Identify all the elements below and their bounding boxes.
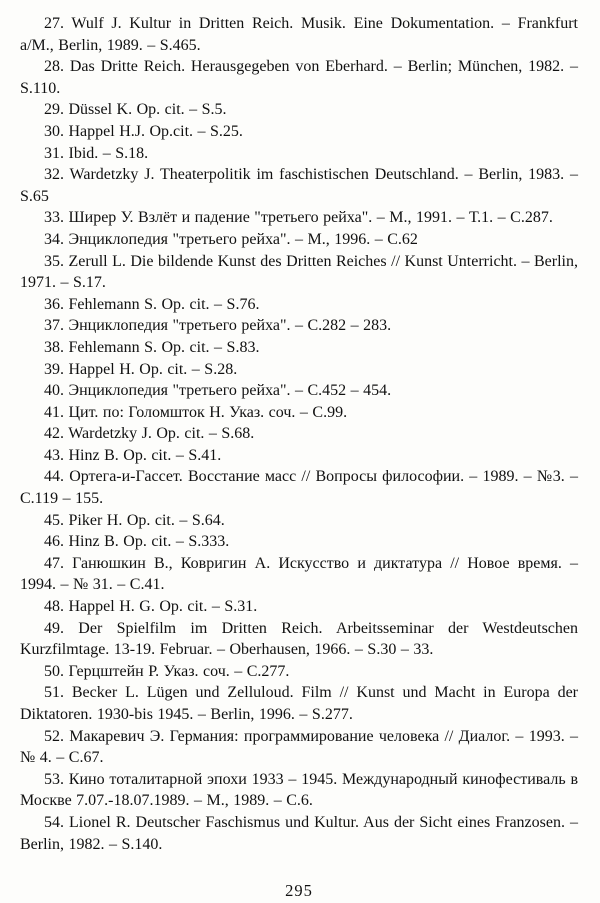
- reference-item: 38. Fehlemann S. Op. cit. – S.83.: [44, 338, 260, 356]
- reference-item: 40. Энциклопедия "третьего рейха". – С.452 – 454.: [44, 382, 392, 400]
- reference-item: 39. Happel H. Op. cit. – S.28.: [44, 360, 238, 378]
- reference-item: 30. Happel H.J. Op.cit. – S.25.: [44, 122, 243, 140]
- reference-item: 46. Hinz B. Op. cit. – S.333.: [44, 533, 230, 551]
- reference-item: 31. Ibid. – S.18.: [44, 144, 149, 162]
- reference-item: 44. Ортега-и-Гассет. Восстание масс // Вопросы философии. – 1989. – №3. – С.119 – 155.: [20, 468, 578, 508]
- reference-item: 34. Энциклопедия "третьего рейха". – М., 1996. – С.62: [44, 230, 418, 248]
- reference-item: 50. Герцштейн Р. Указ. соч. – С.277.: [44, 662, 290, 680]
- reference-item: 36. Fehlemann S. Op. cit. – S.76.: [44, 295, 260, 313]
- page-number: 295: [285, 881, 313, 901]
- reference-item: 52. Макаревич Э. Германия: программирование человека // Диалог. – 1993. – № 4. – С.67.: [20, 727, 578, 767]
- reference-item: 42. Wardetzky J. Op. cit. – S.68.: [44, 425, 255, 443]
- reference-item: 49. Der Spielfilm im Dritten Reich. Arbeitsseminar der Westdeutschen Kurzfilmtage. 13-19. Februar. – Oberhausen, 1966. – S.30 – 33.: [20, 619, 578, 659]
- reference-item: 48. Happel H. G. Op. cit. – S.31.: [44, 598, 258, 616]
- reference-item: 45. Piker H. Op. cit. – S.64.: [44, 511, 225, 529]
- reference-item: 27. Wulf J. Kultur in Dritten Reich. Musik. Eine Dokumentation. – Frankfurt a/M., Berlin, 1989. – S.465.: [20, 15, 578, 54]
- reference-item: 41. Цит. по: Голомшток Н. Указ. соч. – С.99.: [44, 403, 348, 421]
- reference-item: 37. Энциклопедия "третьего рейха". – С.282 – 283.: [44, 317, 392, 335]
- reference-item: 54. Lionel R. Deutscher Faschismus und Kultur. Aus der Sicht eines Franzosen. – Berlin, 1982. – S.140.: [20, 813, 578, 853]
- reference-item: 28. Das Dritte Reich. Herausgegeben von Eberhard. – Berlin; München, 1982. – S.110.: [20, 58, 578, 97]
- references-list: [20, 13, 578, 855]
- reference-item: 33. Ширер У. Взлёт и падение "третьего рейха". – М., 1991. – Т.1. – С.287.: [44, 209, 553, 227]
- reference-item: 51. Becker L. Lügen und Zelluloud. Film // Kunst und Macht in Europa der Diktatoren. 1930-bis 1945. – Berlin, 1996. – S.277.: [20, 684, 578, 723]
- reference-item: 53. Кино тоталитарной эпохи 1933 – 1945. Международный кинофестиваль в Москве 7.07.-18.07.1989. – М., 1989. – С.6.: [20, 770, 578, 810]
- reference-item: 32. Wardetzky J. Theaterpolitik im faschistischen Deutschland. – Berlin, 1983. – S.65: [20, 166, 578, 205]
- reference-item: 29. Düssel K. Op. cit. – S.5.: [44, 101, 227, 119]
- reference-item: 43. Hinz B. Op. cit. – S.41.: [44, 446, 222, 464]
- reference-item: 47. Ганюшкин В., Ковригин А. Искусство и диктатура // Новое время. – 1994. – № 31. – С.41.: [20, 554, 578, 594]
- reference-item: 35. Zerull L. Die bildende Kunst des Dritten Reiches // Kunst Unterricht. – Berlin, 1971. – S.17.: [20, 252, 578, 292]
